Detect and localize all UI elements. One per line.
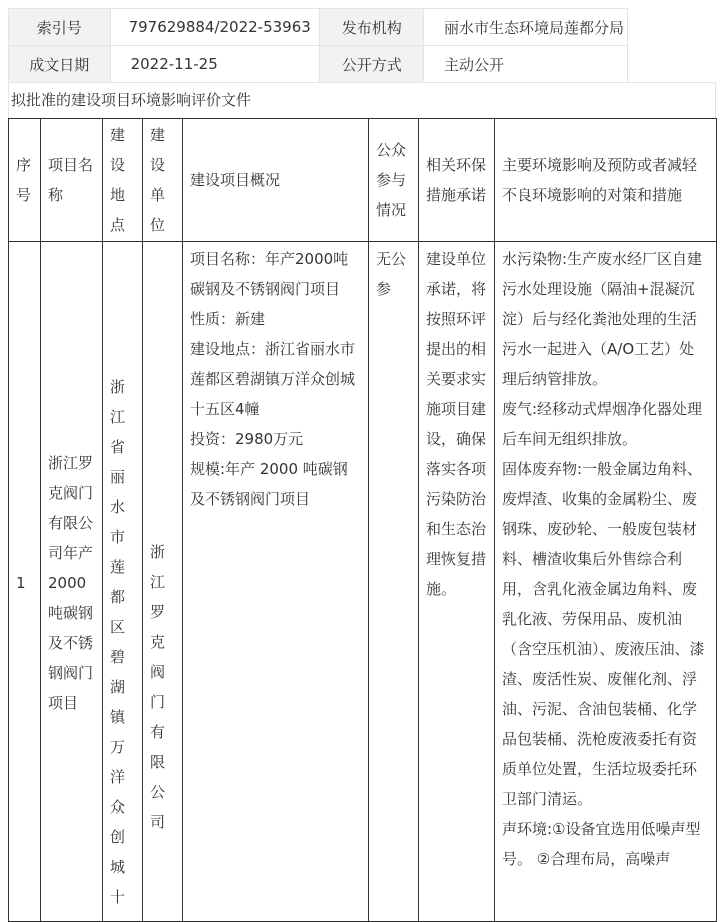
cell-measures <box>495 242 717 922</box>
meta-row-index <box>9 9 628 46</box>
header-commitment: 相关环保措施承诺 <box>419 119 495 242</box>
cell-name: 浙江罗克阀门有限公司年产2000吨碳钢及不锈钢阀门项目 <box>41 242 103 922</box>
cell-seq: 1 <box>9 242 41 922</box>
method-value: 主动公开 <box>424 46 628 83</box>
measure-noise: 声环境:①设备宜选用低噪声型号。 ②合理布局，高噪声 <box>502 820 701 868</box>
header-seq: 序号 <box>9 119 41 242</box>
cell-participation: 无公参 <box>369 242 419 922</box>
date-label: 成文日期 <box>9 46 111 83</box>
index-value: 797629884/2022-53963 <box>110 9 320 46</box>
measure-water: 水污染物:生产废水经厂区自建污水处理设施（隔油+混凝沉淀）后与经化粪池处理的生活污水一起进入（A/O工艺）处理后纳管排放。 <box>502 250 703 388</box>
method-label: 公开方式 <box>320 46 424 83</box>
overview-line: 项目名称：年产2000吨碳钢及不锈钢阀门项目 <box>190 250 349 298</box>
overview-line: 投资：2980万元 <box>190 430 304 448</box>
header-location: 建设地点 <box>103 119 143 242</box>
cell-location: 浙江省丽水市莲都区碧湖镇万洋众创城十 <box>103 242 143 922</box>
header-name: 项目名称 <box>41 119 103 242</box>
overview-line: 性质：新建 <box>190 310 266 328</box>
header-measures: 主要环境影响及预防或者减轻不良环境影响的对策和措施 <box>495 119 717 242</box>
document-caption: 拟批准的建设项目环境影响评价文件 <box>8 82 716 118</box>
document-meta-table <box>8 8 628 83</box>
publisher-value: 丽水市生态环境局莲都分局 <box>424 9 628 46</box>
meta-row-date <box>9 46 628 83</box>
index-label: 索引号 <box>9 9 111 46</box>
measure-solid-waste: 固体废弃物:一般金属边角料、废焊渣、收集的金属粉尘、废钢珠、废砂轮、一般废包装材料、槽渣收集后外售综合利用，含乳化液金属边角料、废乳化液、劳保用品、废机油（含空压机油）、废液压油、漆渣、废活性炭、废催化剂、浮油、污泥、含油包装桶、化学品包装桶、洗枪废液委托有资质单位处置，生活垃圾委托环卫部门清运。 <box>502 460 705 808</box>
header-overview: 建设项目概况 <box>183 119 369 242</box>
cell-commitment: 建设单位承诺，将按照环评提出的相关要求实施项目建设，确保落实各项污染防治和生态治理恢复措施。 <box>419 242 495 922</box>
table-header-row <box>9 119 717 242</box>
table-row <box>9 242 717 922</box>
cell-unit: 浙江罗克阀门有限公司 <box>143 242 183 922</box>
measure-air: 废气:经移动式焊烟净化器处理后车间无组织排放。 <box>502 400 703 448</box>
date-value: 2022-11-25 <box>110 46 320 83</box>
header-participation: 公众参与情况 <box>369 119 419 242</box>
cell-overview <box>183 242 369 922</box>
overview-line: 建设地点：浙江省丽水市莲都区碧湖镇万洋众创城十五区4幢 <box>190 340 356 418</box>
publisher-label: 发布机构 <box>320 9 424 46</box>
eia-project-table <box>8 118 717 922</box>
overview-line: 规模:年产 2000 吨碳钢及不锈钢阀门项目 <box>190 460 348 508</box>
header-unit: 建设单位 <box>143 119 183 242</box>
